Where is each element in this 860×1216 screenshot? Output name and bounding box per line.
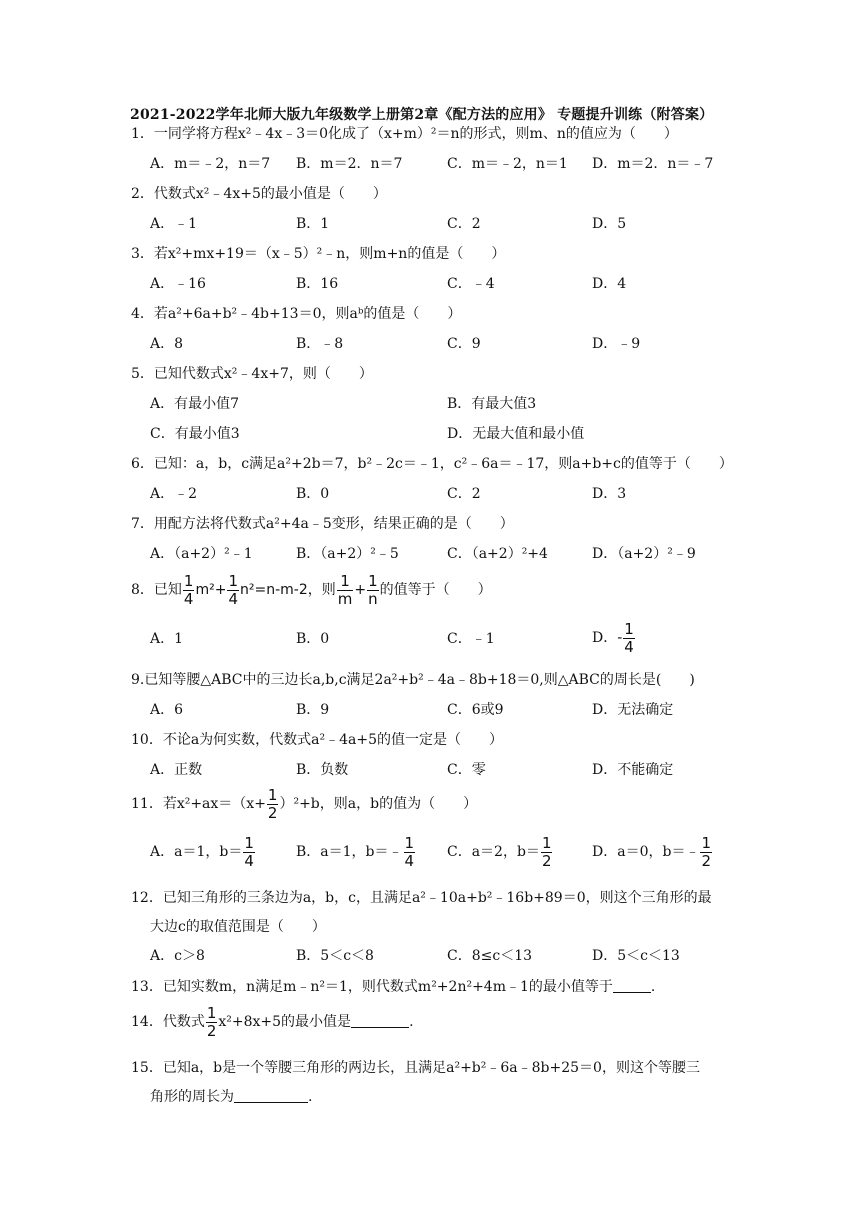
option-b: B．有最大值3	[447, 396, 537, 412]
option-c: C．m＝﹣2，n＝1	[447, 156, 568, 172]
question-9-options	[150, 699, 740, 721]
q11-suffix: ）²+b，则a，b的值为（ ）	[279, 796, 478, 812]
question-8	[131, 570, 492, 610]
denominator: 4	[228, 589, 238, 608]
option-d: D．4	[592, 276, 627, 292]
option-d: D．（a+2）²﹣9	[592, 546, 696, 562]
numerator: 1	[206, 1003, 217, 1022]
option-a: A．c＞8	[150, 948, 205, 964]
answer-blank	[234, 1088, 308, 1103]
numerator: 1	[541, 833, 552, 852]
question-12-line2: 大边c的取值范围是（ ）	[150, 919, 326, 935]
option-c-label: C．a＝2，b＝	[447, 844, 540, 860]
option-a: A．1	[150, 631, 184, 647]
question-1-options	[150, 153, 740, 175]
question-12-line1: 12．已知三角形的三条边为a，b，c，且满足a²﹣10a+b²﹣16b+89＝0，则这个三角形的最	[131, 890, 712, 906]
question-3-options	[150, 273, 740, 295]
q14-prefix: 14．代数式	[131, 1014, 205, 1030]
option-c: C．9	[447, 336, 481, 352]
option-b	[296, 832, 416, 872]
question-4: 4．若a²+6a+b²﹣4b+13＝0，则aᵇ的值是（ ）	[131, 306, 462, 322]
question-7-options	[150, 543, 740, 565]
option-a: A．（a+2）²﹣1	[150, 546, 253, 562]
question-9: 9.已知等腰△ABC中的三边长a,b,c满足2a²+b²﹣4a﹣8b+18＝0,则△ABC的周长是( )	[131, 672, 695, 688]
option-b: B．0	[296, 486, 330, 502]
option-b: B．﹣8	[296, 336, 344, 352]
option-a: A．﹣1	[150, 216, 198, 232]
denominator: 4	[244, 851, 254, 870]
question-1: 1．一同学将方程x²﹣4x﹣3＝0化成了（x+m）²＝n的形式，则m、n的值应为（ ）	[131, 126, 678, 142]
fraction-quarter	[623, 621, 635, 656]
fraction-half	[267, 787, 279, 822]
option-b: B．9	[296, 702, 330, 718]
q14-end: .	[409, 1014, 414, 1030]
option-b: B．16	[296, 276, 339, 292]
option-a-label: A．a＝1，b＝	[150, 844, 243, 860]
option-d	[592, 832, 713, 872]
question-3: 3．若x²+mx+19＝（x﹣5）²﹣n，则m+n的值是（ ）	[131, 246, 506, 262]
question-5: 5．已知代数式x²﹣4x+7，则（ ）	[131, 366, 373, 382]
option-d: D．无最大值和最小值	[447, 426, 585, 442]
option-a: A．8	[150, 336, 184, 352]
option-d-label: D．	[592, 630, 618, 646]
q15-line2-text: 角形的周长为	[150, 1089, 234, 1105]
option-c: C．2	[447, 216, 481, 232]
q15-end: .	[308, 1089, 313, 1105]
fraction-half	[206, 1005, 218, 1040]
q13-end: .	[650, 979, 656, 995]
option-b: B．（a+2）²﹣5	[296, 546, 399, 562]
denominator: m	[337, 589, 353, 608]
question-2-options	[150, 213, 740, 235]
q8-prefix: 8．已知	[131, 582, 182, 598]
numerator: 1	[228, 571, 238, 590]
option-d: D．3	[592, 486, 627, 502]
numerator: 1	[337, 573, 354, 591]
numerator: 1	[368, 571, 378, 590]
option-d: D．m＝2．n＝﹣7	[592, 156, 714, 172]
option-d: D．5＜c＜13	[592, 948, 680, 964]
q11-prefix: 11．若x²+ax＝（x+	[131, 796, 266, 812]
option-a: A．有最小值7	[150, 396, 240, 412]
fraction-quarter	[227, 573, 239, 608]
q8-equation: n²=n-m-2，则	[240, 582, 336, 598]
option-d: D．5	[592, 216, 627, 232]
option-a: A．m＝﹣2，n＝7	[150, 156, 271, 172]
option-b: B．5＜c＜8	[296, 948, 374, 964]
question-6-options	[150, 483, 740, 505]
question-13	[131, 977, 655, 997]
option-b: B．负数	[296, 762, 349, 778]
numerator: 1	[244, 833, 254, 852]
question-4-options	[150, 333, 740, 355]
option-a: A．正数	[150, 762, 203, 778]
question-2: 2．代数式x²﹣4x+5的最小值是（ ）	[131, 186, 387, 202]
option-d-label: D．a＝0，b＝﹣	[592, 844, 700, 860]
denominator: 2	[701, 851, 711, 870]
option-b: B．m＝2．n＝7	[296, 156, 403, 172]
q13-stem: 13．已知实数m，n满足m﹣n²＝1，则代数式m²+2n²+4m﹣1的最小值等于	[131, 979, 613, 995]
option-c: C．有最小值3	[150, 426, 240, 442]
option-d: D．不能确定	[592, 762, 674, 778]
option-c: C．（a+2）²+4	[447, 546, 548, 562]
option-c: C．零	[447, 762, 486, 778]
denominator: 4	[183, 589, 194, 608]
question-5-options-row1	[150, 393, 740, 415]
numerator: 1	[267, 785, 278, 804]
fraction-half	[700, 835, 712, 870]
question-14	[131, 1002, 414, 1042]
fraction-one-over-m	[337, 573, 354, 608]
option-a: A．6	[150, 702, 184, 718]
option-b-label: B．a＝1，b＝﹣	[296, 844, 403, 860]
numerator: 1	[183, 571, 194, 590]
question-7: 7．用配方法将代数式a²+4a﹣5变形，结果正确的是（ ）	[131, 516, 514, 532]
question-10-options	[150, 759, 740, 781]
denominator: 2	[206, 1021, 217, 1040]
option-a: A．﹣16	[150, 276, 206, 292]
option-a	[150, 832, 256, 872]
numerator: 1	[701, 833, 711, 852]
option-c: C．﹣1	[447, 631, 495, 647]
numerator: 1	[404, 833, 415, 852]
question-11-options	[150, 833, 740, 872]
option-c: C．8≤c＜13	[447, 948, 533, 964]
option-d	[592, 618, 636, 658]
option-c: C．6或9	[447, 702, 504, 718]
question-10: 10．不论a为何实数，代数式a²﹣4a+5的值一定是（ ）	[131, 732, 504, 748]
option-b: B．1	[296, 216, 330, 232]
fraction-one-over-n	[367, 573, 379, 608]
fraction-quarter	[404, 835, 416, 870]
question-8-options	[150, 619, 740, 658]
neg-sign: -	[617, 630, 623, 646]
fraction-half	[541, 835, 553, 870]
denominator: 4	[404, 851, 415, 870]
answer-blank	[351, 1013, 409, 1028]
question-11	[131, 784, 477, 824]
option-c: C．2	[447, 486, 481, 502]
fraction-quarter	[183, 573, 195, 608]
answer-blank	[613, 978, 651, 993]
q14-suffix: x²+8x+5的最小值是	[218, 1014, 352, 1030]
option-d: D．﹣9	[592, 336, 641, 352]
q8-plus: +	[354, 582, 367, 598]
denominator: n	[368, 589, 378, 608]
option-d: D．无法确定	[592, 702, 674, 718]
question-15-line1: 15．已知a，b是一个等腰三角形的两边长，且满足a²+b²﹣6a﹣8b+25＝0，则这个等腰三	[131, 1060, 700, 1076]
option-c	[447, 832, 553, 872]
numerator: 1	[624, 619, 634, 638]
option-b: B．0	[296, 631, 330, 647]
option-a: A．﹣2	[150, 486, 198, 502]
question-5-options-row2	[150, 423, 740, 445]
denominator: 2	[541, 851, 552, 870]
question-15-line2	[150, 1087, 312, 1107]
q8-suffix: 的值等于（ ）	[379, 582, 492, 598]
denominator: 2	[267, 803, 278, 822]
denominator: 4	[624, 637, 634, 656]
question-12-options	[150, 945, 740, 967]
q8-term-m: m²+	[195, 582, 227, 598]
question-6: 6．已知：a，b，c满足a²+2b＝7，b²﹣2c＝﹣1，c²﹣6a＝﹣17，则a+b+c的值等于（ ）	[131, 456, 733, 472]
option-c: C．﹣4	[447, 276, 495, 292]
fraction-quarter	[243, 835, 255, 870]
page-title: 2021-2022学年北师大版九年级数学上册第2章《配方法的应用》 专题提升训练（附答案）	[130, 107, 714, 123]
